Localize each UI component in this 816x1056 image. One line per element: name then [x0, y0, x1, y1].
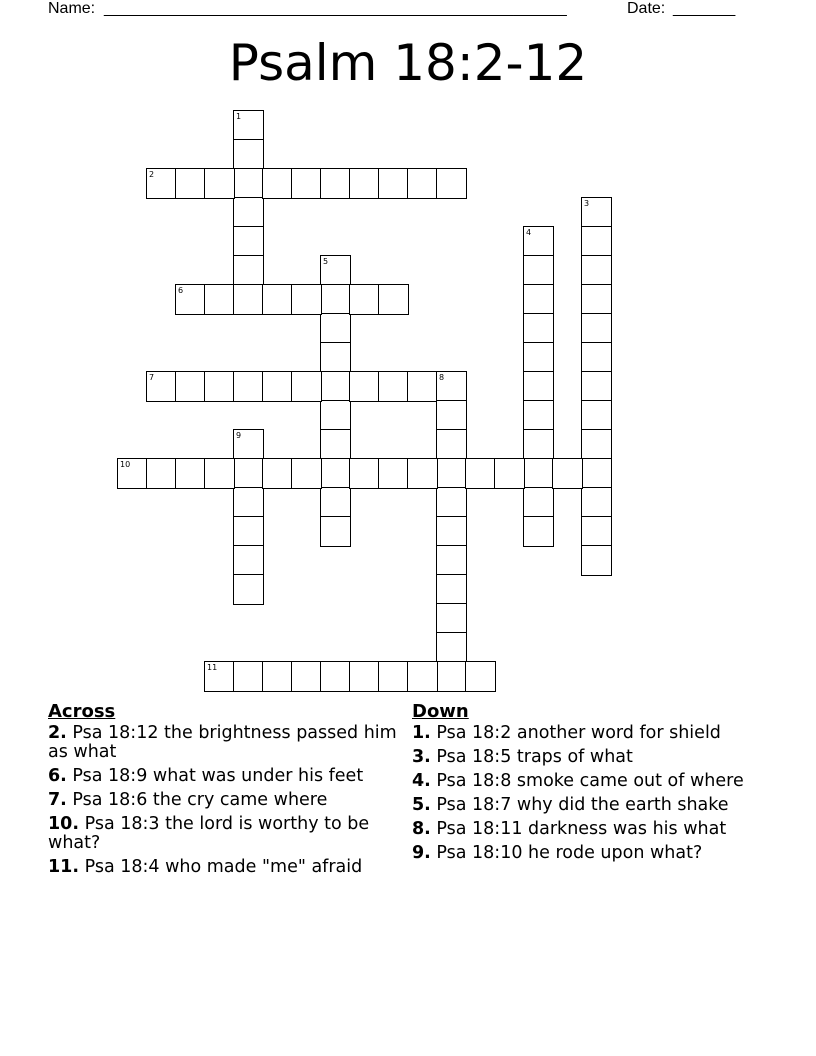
cell-number: 5 — [323, 257, 329, 266]
grid-cell[interactable] — [523, 371, 554, 402]
name-label: Name: — [48, 0, 96, 17]
cell-number: 9 — [236, 431, 242, 440]
grid-cell[interactable] — [349, 284, 380, 315]
grid-cell[interactable] — [175, 168, 206, 199]
grid-cell[interactable] — [436, 632, 467, 663]
clue-number: 10. — [48, 814, 80, 834]
grid-cell[interactable] — [523, 516, 554, 547]
grid-cell[interactable] — [552, 458, 583, 489]
down-clue — [412, 724, 762, 743]
clue-number: 5. — [412, 795, 431, 815]
grid-cell[interactable] — [262, 371, 293, 402]
grid-cell[interactable] — [320, 400, 351, 431]
grid-cell[interactable] — [523, 429, 554, 460]
grid-cell[interactable] — [407, 661, 438, 692]
grid-cell[interactable] — [349, 371, 380, 402]
across-heading: Across — [48, 701, 116, 722]
grid-cell[interactable] — [378, 458, 409, 489]
grid-cell[interactable] — [262, 168, 293, 199]
grid-cell[interactable] — [117, 458, 148, 489]
grid-cell[interactable] — [436, 371, 467, 402]
grid-cell[interactable] — [523, 400, 554, 431]
grid-cell[interactable] — [378, 661, 409, 692]
cell-number: 10 — [120, 460, 131, 469]
cell-number: 3 — [584, 199, 590, 208]
grid-cell[interactable] — [204, 168, 235, 199]
grid-cell[interactable] — [581, 197, 612, 228]
grid-cell[interactable] — [581, 313, 612, 344]
grid-cell[interactable] — [581, 545, 612, 576]
grid-cell[interactable] — [436, 545, 467, 576]
across-clue — [48, 724, 398, 762]
clue-number: 9. — [412, 843, 431, 863]
grid-cell[interactable] — [523, 458, 554, 489]
down-clues — [412, 702, 762, 868]
grid-cell[interactable] — [436, 603, 467, 634]
grid-cell[interactable] — [378, 168, 409, 199]
grid-cell[interactable] — [291, 458, 322, 489]
grid-cell[interactable] — [436, 574, 467, 605]
grid-cell[interactable] — [523, 342, 554, 373]
clue-text: Psa 18:6 the cry came where — [66, 790, 328, 810]
grid-cell[interactable] — [581, 487, 612, 518]
grid-cell[interactable] — [320, 661, 351, 692]
grid-cell[interactable] — [233, 139, 264, 170]
grid-cell[interactable] — [465, 458, 496, 489]
grid-cell[interactable] — [436, 429, 467, 460]
grid-cell[interactable] — [436, 168, 467, 199]
grid-cell[interactable] — [320, 487, 351, 518]
grid-cell[interactable] — [378, 371, 409, 402]
grid-cell[interactable] — [320, 371, 351, 402]
grid-cell[interactable] — [146, 458, 177, 489]
grid-cell[interactable] — [291, 168, 322, 199]
clue-number: 6. — [48, 766, 67, 786]
grid-cell[interactable] — [233, 284, 264, 315]
clue-number: 11. — [48, 857, 80, 877]
clue-text: Psa 18:8 smoke came out of where — [430, 771, 744, 791]
grid-cell[interactable] — [233, 574, 264, 605]
grid-cell[interactable] — [407, 458, 438, 489]
grid-cell[interactable] — [581, 255, 612, 286]
clue-number: 7. — [48, 790, 67, 810]
clue-text: Psa 18:2 another word for shield — [430, 723, 721, 743]
clue-number: 8. — [412, 819, 431, 839]
clue-text: Psa 18:9 what was under his feet — [66, 766, 364, 786]
across-clue — [48, 767, 398, 786]
grid-cell[interactable] — [233, 226, 264, 257]
grid-cell[interactable] — [436, 458, 467, 489]
down-clue-list — [412, 724, 762, 863]
grid-cell[interactable] — [233, 661, 264, 692]
grid-cell[interactable] — [494, 458, 525, 489]
grid-cell[interactable] — [233, 458, 264, 489]
grid-cell[interactable] — [262, 661, 293, 692]
grid-cell[interactable] — [233, 255, 264, 286]
grid-cell[interactable] — [291, 371, 322, 402]
grid-cell[interactable] — [465, 661, 496, 692]
down-clue — [412, 796, 762, 815]
grid-cell[interactable] — [320, 168, 351, 199]
grid-cell[interactable] — [436, 487, 467, 518]
grid-cell[interactable] — [233, 110, 264, 141]
grid-cell[interactable] — [349, 458, 380, 489]
grid-cell[interactable] — [233, 487, 264, 518]
grid-cell[interactable] — [146, 168, 177, 199]
grid-cell[interactable] — [581, 226, 612, 257]
cell-number: 7 — [149, 373, 155, 382]
cell-number: 11 — [207, 663, 218, 672]
grid-cell[interactable] — [320, 313, 351, 344]
date-blank[interactable]: _______ — [673, 0, 736, 17]
grid-cell[interactable] — [436, 400, 467, 431]
across-clue-list — [48, 724, 398, 877]
across-clue — [48, 791, 398, 810]
page-title: Psalm 18:2-12 — [228, 34, 588, 92]
clue-text: Psa 18:10 he rode upon what? — [430, 843, 703, 863]
grid-cell[interactable] — [291, 284, 322, 315]
grid-cell[interactable] — [581, 284, 612, 315]
name-blank[interactable]: ____________________________________________________ — [104, 0, 567, 17]
grid-cell[interactable] — [320, 458, 351, 489]
down-clue — [412, 820, 762, 839]
grid-cell[interactable] — [581, 516, 612, 547]
cell-number: 4 — [526, 228, 532, 237]
clue-text: Psa 18:5 traps of what — [430, 747, 633, 767]
grid-cell[interactable] — [581, 342, 612, 373]
grid-cell[interactable] — [175, 371, 206, 402]
cell-number: 2 — [149, 170, 155, 179]
grid-cell[interactable] — [523, 487, 554, 518]
grid-cell[interactable] — [320, 516, 351, 547]
grid-cell[interactable] — [175, 458, 206, 489]
grid-cell[interactable] — [378, 284, 409, 315]
cell-number: 1 — [236, 112, 242, 121]
clue-text: Psa 18:11 darkness was his what — [430, 819, 727, 839]
grid-cell[interactable] — [349, 168, 380, 199]
grid-cell[interactable] — [233, 545, 264, 576]
grid-cell[interactable] — [204, 371, 235, 402]
header-line — [48, 0, 768, 20]
clue-text: Psa 18:3 the lord is worthy to be what? — [48, 814, 370, 853]
grid-cell[interactable] — [204, 458, 235, 489]
grid-cell[interactable] — [436, 516, 467, 547]
grid-cell[interactable] — [233, 429, 264, 460]
date-label: Date: — [627, 0, 666, 17]
grid-cell[interactable] — [581, 458, 612, 489]
clue-number: 4. — [412, 771, 431, 791]
down-heading: Down — [412, 701, 469, 722]
clue-number: 2. — [48, 723, 67, 743]
grid-cell[interactable] — [320, 284, 351, 315]
grid-cell[interactable] — [175, 284, 206, 315]
down-clue — [412, 772, 762, 791]
across-clue — [48, 858, 398, 877]
grid-cell[interactable] — [581, 400, 612, 431]
clue-text: Psa 18:4 who made "me" afraid — [79, 857, 363, 877]
grid-cell[interactable] — [407, 371, 438, 402]
grid-cell[interactable] — [233, 516, 264, 547]
grid-cell[interactable] — [523, 255, 554, 286]
grid-cell[interactable] — [581, 371, 612, 402]
grid-cell[interactable] — [349, 661, 380, 692]
grid-cell[interactable] — [233, 197, 264, 228]
grid-cell[interactable] — [204, 661, 235, 692]
grid-cell[interactable] — [291, 661, 322, 692]
cell-number: 6 — [178, 286, 184, 295]
grid-cell[interactable] — [320, 342, 351, 373]
down-clue — [412, 844, 762, 863]
grid-cell[interactable] — [581, 429, 612, 460]
grid-cell[interactable] — [523, 284, 554, 315]
clue-number: 3. — [412, 747, 431, 767]
grid-cell[interactable] — [204, 284, 235, 315]
across-clues — [48, 702, 398, 882]
across-clue — [48, 815, 398, 853]
grid-cell[interactable] — [407, 168, 438, 199]
clue-text: Psa 18:12 the brightness passed him as what — [48, 723, 397, 762]
clue-text: Psa 18:7 why did the earth shake — [430, 795, 729, 815]
grid-cell[interactable] — [233, 168, 264, 199]
cell-number: 8 — [439, 373, 445, 382]
grid-cell[interactable] — [233, 371, 264, 402]
down-clue — [412, 748, 762, 767]
grid-cell[interactable] — [146, 371, 177, 402]
grid-cell[interactable] — [320, 429, 351, 460]
grid-cell[interactable] — [523, 226, 554, 257]
grid-cell[interactable] — [262, 458, 293, 489]
grid-cell[interactable] — [436, 661, 467, 692]
clue-number: 1. — [412, 723, 431, 743]
grid-cell[interactable] — [262, 284, 293, 315]
grid-cell[interactable] — [320, 255, 351, 286]
grid-cell[interactable] — [523, 313, 554, 344]
